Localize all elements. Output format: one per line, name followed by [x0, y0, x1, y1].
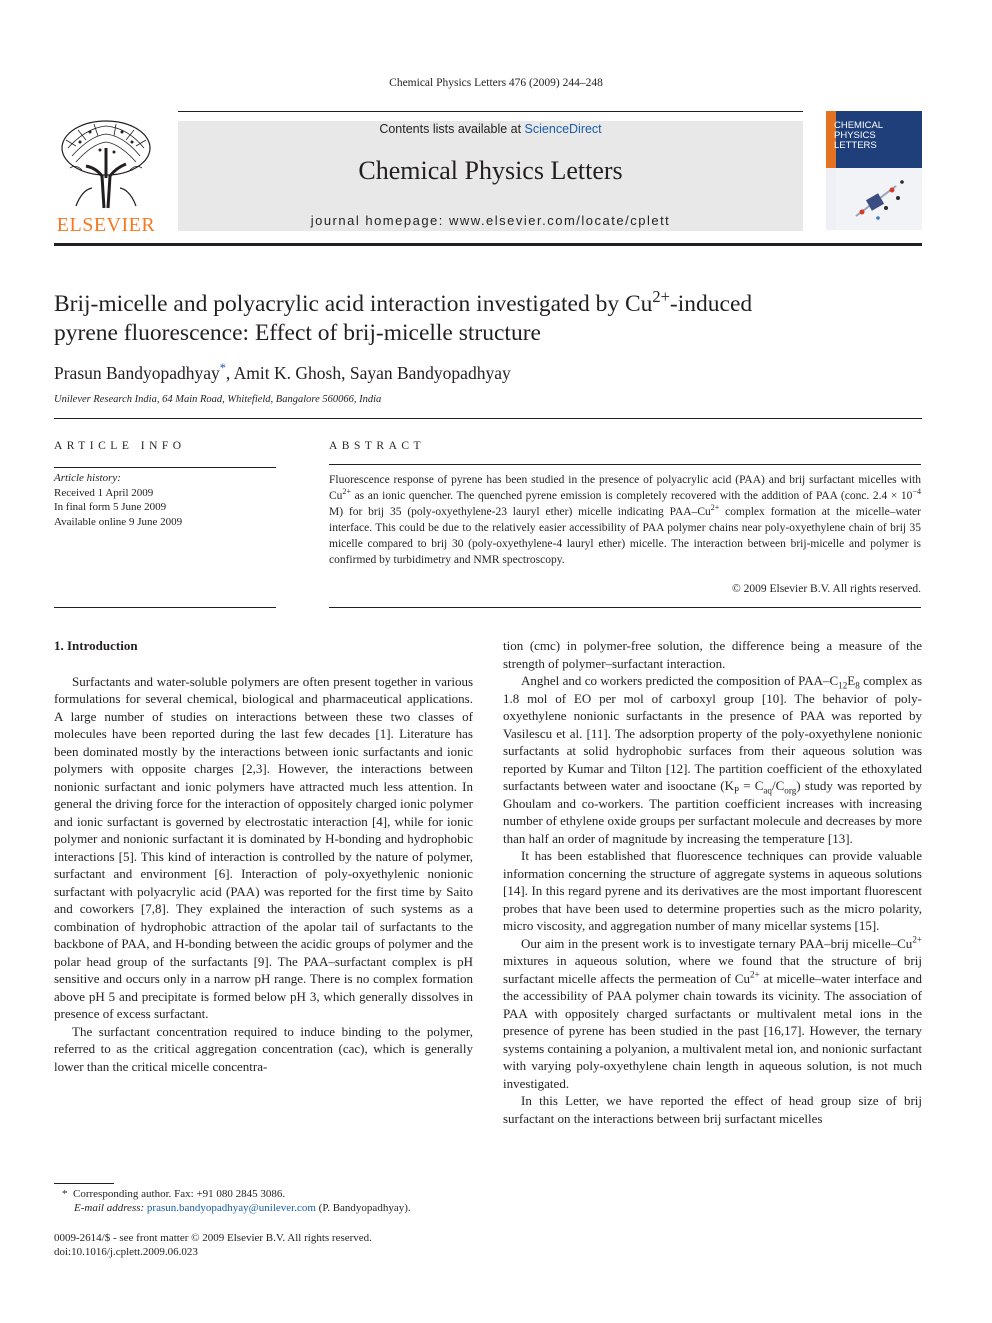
elsevier-logo[interactable]	[54, 118, 158, 234]
abstract-text: M) for brij 35 (poly-oxyethylene-23 lauryl ether) micelle indicating PAA–Cu	[329, 506, 711, 518]
body-column-right	[503, 637, 922, 1127]
online-date: Available online 9 June 2009	[54, 515, 183, 528]
journal-cover-thumbnail[interactable]	[826, 111, 922, 230]
final-form-date: In final form 5 June 2009	[54, 501, 167, 513]
cover-image	[826, 168, 922, 230]
contents-line	[178, 121, 803, 137]
sciencedirect-link[interactable]: ScienceDirect	[524, 122, 602, 136]
abstract-copyright: © 2009 Elsevier B.V. All rights reserved.	[732, 583, 921, 595]
doi-line[interactable]: doi:10.1016/j.cplett.2009.06.023	[54, 1246, 198, 1258]
body-paragraph: In this Letter, we have reported the effect of head group size of brij surfactant on the interactions between brij surfactant micelles	[503, 1093, 922, 1126]
body-paragraph: It has been established that fluorescence techniques can provide valuable information concerning the structure of aggregate systems in aqueous solutions [14]. In this regard pyrene and its derivatives are the most important fluorescent probes that have been used to determine properties such as the micro polarity, micro viscosity, and aggregation number of many micellar systems [15].	[503, 848, 922, 933]
body-text: at micelle–water interface and the accessibility of PAA polymer chain towards its vicinity. The association of PAA with oppositely charged surfactants or multivalent metal ions in the presence of pyrene has been studied in the past [16,17]. However, the ternary systems containing a polyanion, a multivalent metal ion, and nonionic surfactant with varying poly-oxyethylene chain length in aqueous solution, is not much investigated.	[503, 970, 922, 1091]
abstract-text: complex formation at the micelle–water interface. This could be due to the relatively easier accessibility of PAA polymer chains near poly-oxyethylene chain of brij 35 micelle compared to brij 30 (poly-oxyethylene-4 lauryl ether) micelle. The interaction between brij-micelle and polymer is confirmed by turbidimetry and NMR spectroscopy.	[329, 506, 921, 566]
subscript: 8	[855, 680, 860, 691]
body-text: Our aim in the present work is to investigate ternary PAA–brij micelle–Cu	[521, 935, 913, 951]
divider	[329, 607, 921, 608]
article-history	[54, 471, 276, 529]
body-column-left	[54, 637, 473, 1075]
abstract-text: as an ionic quencher. The quenched pyrene emission is completely recovered with the addition of PAA (conc. 2.4 × 10	[350, 490, 913, 502]
title-text: Brij-micelle and polyacrylic acid interaction investigated by Cu	[54, 291, 653, 317]
divider	[329, 464, 921, 465]
author-email-link[interactable]: prasun.bandyopadhyay@unilever.com	[146, 1202, 316, 1214]
journal-homepage[interactable]: journal homepage: www.elsevier.com/locate/cplett	[310, 213, 671, 228]
author-list	[54, 363, 511, 384]
received-date: Received 1 April 2009	[54, 486, 154, 499]
article-title	[54, 287, 922, 348]
footnote-text: Corresponding author. Fax: +91 080 2845 3086.	[73, 1188, 286, 1200]
title-text: -induced	[669, 291, 753, 317]
footnote-rule	[54, 1183, 114, 1184]
body-text: = C	[739, 778, 764, 793]
cover-title	[834, 121, 883, 151]
author-names[interactable]: , Amit K. Ghosh, Sayan Bandyopadhyay	[225, 363, 511, 383]
history-label: Article history:	[54, 472, 121, 484]
affiliation: Unilever Research India, 64 Main Road, Whitefield, Bangalore 560066, India	[54, 394, 382, 405]
journal-title: Chemical Physics Letters	[358, 156, 623, 185]
subscript: org	[784, 785, 797, 796]
superscript: 2+	[749, 969, 760, 980]
footnote-mark: *	[62, 1188, 68, 1200]
elsevier-wordmark: ELSEVIER	[56, 214, 156, 236]
journal-banner	[178, 121, 803, 231]
email-suffix: (P. Bandyopadhyay).	[315, 1202, 411, 1214]
front-matter-info	[54, 1231, 554, 1259]
subscript: P	[733, 785, 740, 796]
body-paragraph: The surfactant concentration required to induce binding to the polymer, referred to as the critical aggregation concentration (cac), which is generally lower than the critical micelle concentra-	[54, 1023, 473, 1074]
journal-reference: Chemical Physics Letters 476 (2009) 244–248	[389, 77, 603, 89]
divider	[54, 418, 922, 419]
abstract-superscript: 2+	[710, 503, 720, 513]
cover-title-line: PHYSICS	[834, 130, 876, 141]
body-text: mixtures in aqueous solution, where we found that the structure of brij surfactant micelle affects the permeation of Cu	[503, 953, 922, 986]
body-text: /C	[771, 778, 785, 793]
issn-line: 0009-2614/$ - see front matter © 2009 Elsevier B.V. All rights reserved.	[54, 1232, 372, 1244]
contents-prefix: Contents lists available at	[379, 122, 525, 136]
body-paragraph	[503, 672, 922, 847]
abstract-body	[329, 472, 921, 568]
section-heading: 1. Introduction	[54, 638, 138, 653]
abstract-superscript: −4	[912, 487, 921, 497]
header-rule-top	[178, 111, 803, 112]
subscript: aq	[763, 785, 772, 796]
corresponding-author-mark[interactable]: *	[219, 361, 226, 376]
divider	[54, 607, 276, 608]
elsevier-tree-icon	[56, 118, 156, 210]
superscript: 2+	[912, 934, 922, 945]
body-paragraph	[503, 935, 922, 1093]
body-text: Anghel and co workers predicted the composition of PAA–C	[521, 673, 839, 688]
subscript: 12	[838, 680, 848, 691]
cover-title-line: LETTERS	[834, 140, 877, 151]
footnote-email	[54, 1201, 474, 1215]
email-label: E-mail address:	[74, 1202, 147, 1214]
cover-title-line: CHEMICAL	[834, 120, 884, 131]
author-name[interactable]: Prasun Bandyopadhyay	[54, 363, 220, 383]
abstract-superscript: 2+	[342, 487, 351, 497]
title-superscript: 2+	[652, 287, 670, 307]
body-text: E	[847, 673, 856, 688]
title-text: pyrene fluorescence: Effect of brij-micelle structure	[54, 320, 541, 346]
article-info-heading: ARTICLE INFO	[54, 440, 186, 452]
divider	[54, 467, 276, 468]
footnote	[54, 1187, 474, 1215]
abstract-heading: ABSTRACT	[329, 440, 426, 452]
abstract-text: Fluorescence response of pyrene has been studied in the presence of polyacrylic acid (PAA) and brij surfactant micelles with Cu	[329, 474, 921, 502]
header-rule-bottom	[54, 243, 922, 246]
body-paragraph: tion (cmc) in polymer-free solution, the difference being a measure of the strength of polymer–surfactant interaction.	[503, 638, 922, 671]
body-text: complex as 1.8 mol of EO per mol of carboxyl group [10]. The behavior of poly-oxyethylene nonionic surfactants in the presence of PAA was reported by Vasilescu et al. [11]. The adsorption property of the poly-oxyethylene nonionic surfactants at solid hydrophobic surfaces from their aqueous solution was reported by Kumar and Tilton [12]. The partition coefficient of the ethoxylated surfactants between water and isooctane (K	[503, 673, 922, 793]
cover-molecule-icon	[826, 168, 922, 230]
body-text: ) study was reported by Ghoulam and co-workers. The partition coefficient increases with increasing number of ethylene oxide groups per surfactant molecule and decreases by more than half an order of magnitude by increasing the temperature [13].	[503, 778, 922, 846]
body-paragraph: Surfactants and water-soluble polymers are often present together in various formulations for several chemical, biological and pharmaceutical applications. A large number of studies on interactions between these two classes of molecules have been reported during the last few decades [1]. Literature has been dominated mostly by the interactions between ionic surfactants and ionic polymers with opposite charges [2,3]. However, the interactions between nonionic surfactant and ionic polymers have attracted much less attention. In general the driving force for the interaction of oppositely charged ionic polymer and ionic surfactant is governed by electrostatic interaction [4], while for ionic polymer and nonionic surfactant it is dominated by H-bonding and hydrophobic interactions [5]. This kind of interaction is controlled by the nature of polymer, surfactant and environment [6]. Interaction of poly-oxyethylenic nonionic surfactant with polyacrylic acid (PAA) was reported for the first time by Saito and coworkers [7,8]. They explained the interaction of such systems as a combination of hydrophobic attraction of the apolar tail of surfactants to the backbone of PAA, and H-bonding between the acidic groups of polymer and the polar head group of the surfactants [9]. The PAA–surfactant complex is pH sensitive and occurs only in a narrow pH range. There is no complex formation above pH 5 and precipitate is formed below pH 3, which generally dissolves in presence of excess surfactant.	[54, 673, 473, 1021]
footnote-corresponding	[54, 1187, 474, 1201]
